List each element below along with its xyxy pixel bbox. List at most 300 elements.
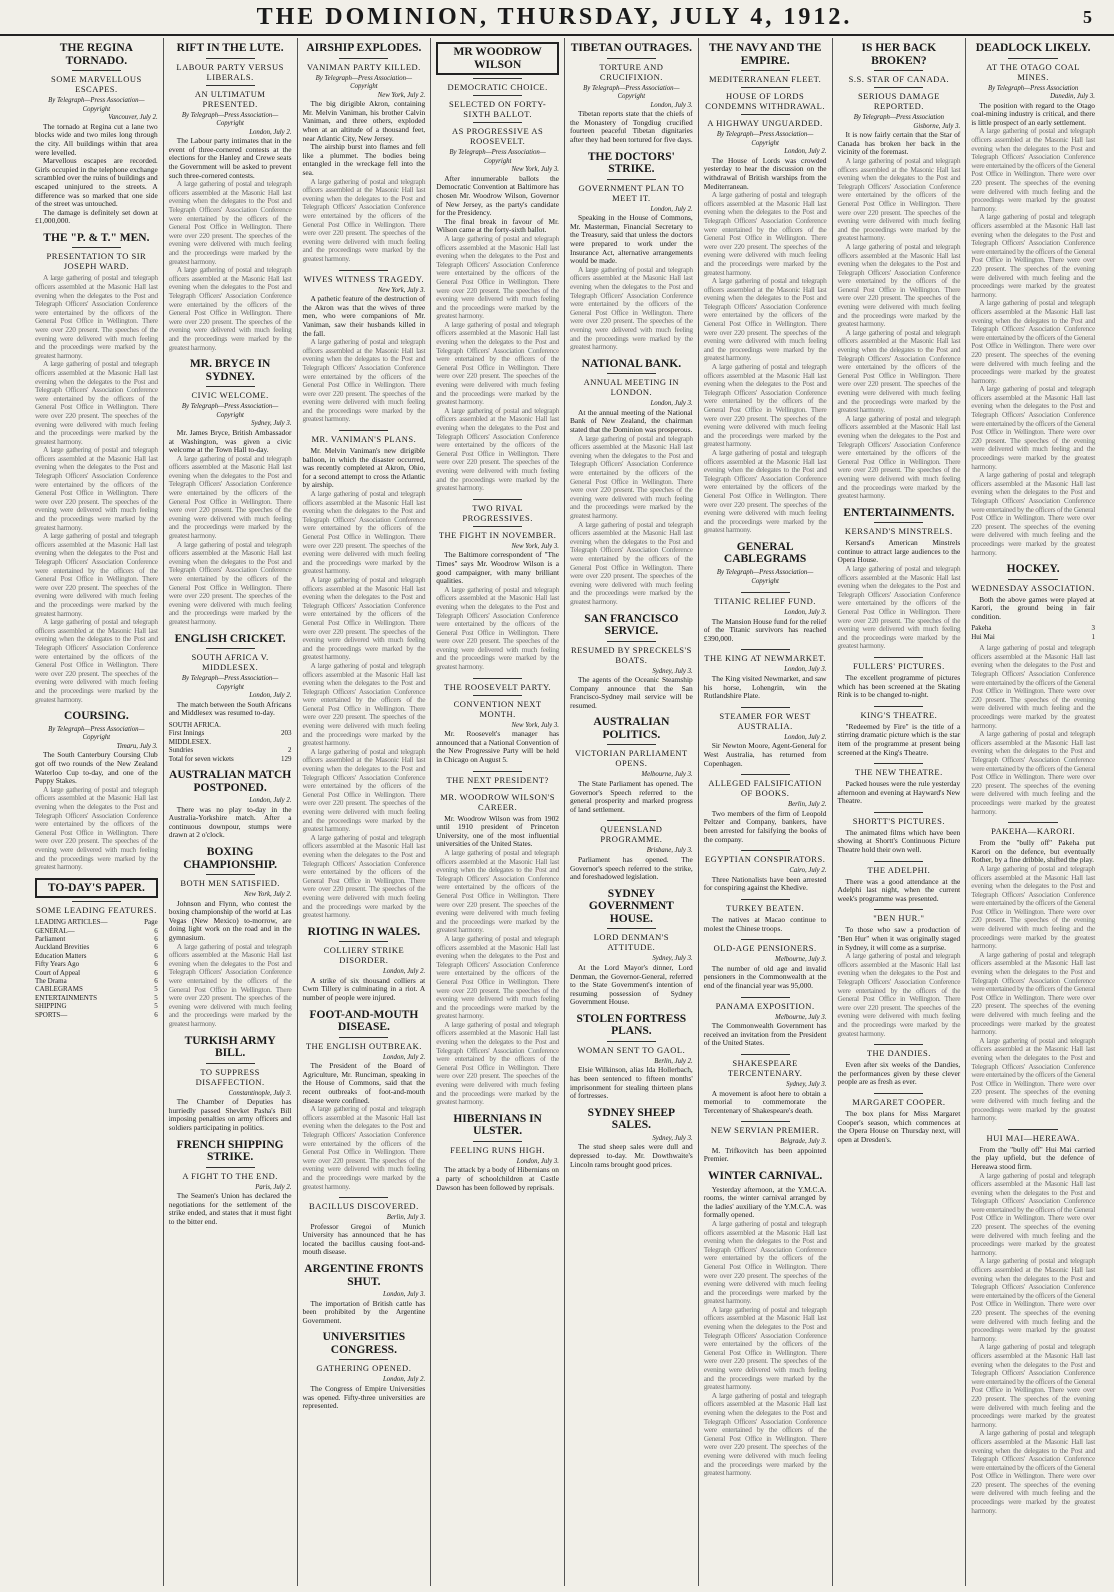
article-subheading: WOMAN SENT TO GAOL. <box>577 1044 686 1055</box>
article-subheading: FULLERS' PICTURES. <box>852 660 945 671</box>
article <box>303 42 426 264</box>
article-paragraph: The agents of the Oceanic Steamship Company announce that the San Francisco-Sydney mail service will be resumed. <box>570 675 693 710</box>
feature-page: 5 <box>154 1002 158 1011</box>
article-body <box>570 780 693 814</box>
article-subheading: MEDITERRANEAN FLEET. <box>708 74 822 84</box>
article-paragraph: Tibetan reports state that the chiefs of the Monastery of Tongdiug crucified fourteen peaceful Tibetan dignitaries after they had been tortured for five days. <box>570 109 693 145</box>
score-table <box>169 721 292 763</box>
article-body <box>303 977 426 1003</box>
divider-rule <box>339 1197 388 1198</box>
article-paragraph: A large gathering of postal and telegraph officers assembled at the Masonic Hall last evening when the delegates to the Post and Telegraph Officers' Association Conference were entertained by the officers of the General Post Office in Wellington. There were over 220 present. The speeches of the evening were delivered with much feeling and the proceedings were marked by the greatest harmony. <box>302 337 426 424</box>
article-paragraph: The tornado at Regina cut a lane two blocks wide and two miles long through the city. All buildings within that area were levelled. <box>35 121 158 157</box>
score-label: SOUTH AFRICA. <box>168 721 221 730</box>
divider-rule <box>741 70 790 71</box>
divider-rule <box>206 58 255 59</box>
divider-rule <box>874 706 923 707</box>
article-dateline: Belgrade, July 3. <box>780 1138 827 1146</box>
article-subheading: LABOUR PARTY VERSUS LIBERALS. <box>176 61 284 82</box>
divider-rule <box>473 122 522 123</box>
article <box>169 769 292 840</box>
article-paragraph: A pathetic feature of the destruction of the Akron was that the wives of three men, who were companions of Mr. Vaniman, saw their husbands killed in the fall. <box>302 294 426 338</box>
article-headline: TIBETAN OUTRAGES. <box>570 42 692 54</box>
article-body <box>704 1090 827 1116</box>
divider-rule <box>473 788 522 789</box>
article-headline: THE "P. & T." MEN. <box>43 231 150 244</box>
article <box>570 820 693 881</box>
feature-row <box>35 943 158 951</box>
article-body <box>570 110 693 144</box>
article-body <box>436 815 559 1107</box>
article-body <box>838 1110 961 1144</box>
article <box>436 42 559 493</box>
article <box>704 1170 827 1478</box>
article-headline: SYDNEY GOVERNMENT HOUSE. <box>588 887 674 925</box>
article-dateline: Brisbane, July 3. <box>646 847 693 855</box>
divider-rule <box>473 95 522 96</box>
article-paragraph: A large gathering of postal and telegraph officers assembled at the Masonic Hall last evening when the delegates to the Post and Telegraph Officers' Association Conference were entertained by the officers of the General Post Office in Wellington. There were over 220 present. The speeches of the evening were delivered with much feeling and the proceedings were marked by the greatest harmony. <box>971 1035 1095 1123</box>
article-byline: By Telegraph—Press Association—Copyright <box>716 568 814 585</box>
feature-row <box>35 985 158 993</box>
article-dateline: London, July 2. <box>784 148 827 156</box>
news-column-6 <box>699 38 833 1586</box>
article <box>436 678 559 765</box>
divider-rule <box>339 58 388 59</box>
feature-row <box>35 1011 158 1019</box>
article-body <box>570 1066 693 1100</box>
score-label: Sundries <box>168 746 194 755</box>
article-paragraph: A strike of six thousand colliers at Cwm Tillery is culminating in a riot. A number of people were injured. <box>302 975 426 1002</box>
article-dateline: Dunedin, July 3. <box>1050 93 1095 101</box>
divider-rule <box>741 649 790 650</box>
divider-rule <box>473 695 522 696</box>
article <box>838 763 961 806</box>
article-subheading: KERSAND'S MINSTRELS. <box>844 526 953 537</box>
article-paragraph: From the "bully off" Pakeha put Karori on the defence, but eventually Rother, by a fine dribble, shifted the play. <box>971 838 1095 865</box>
article-paragraph: A large gathering of postal and telegraph officers assembled at the Masonic Hall last evening when the delegates to the Post and Telegraph Officers' Association Conference were entertained by the officers of the General Post Office in Wellington. There were over 220 present. The speeches of the evening were delivered with much feeling and the proceedings were marked by the greatest harmony. <box>436 405 559 493</box>
article-headline: ENTERTAINMENTS. <box>843 506 955 519</box>
score-value: 2 <box>288 746 292 755</box>
article-subheading: SERIOUS DAMAGE REPORTED. <box>857 91 940 111</box>
article-paragraph: A large gathering of postal and telegraph officers assembled at the Masonic Hall last evening when the delegates to the Post and Telegraph Officers' Association Conference were entertained by the officers of the General Post Office in Wellington. There were over 220 present. The speeches of the evening were delivered with much feeling and the proceedings were marked by the greatest harmony. <box>35 359 158 446</box>
article <box>169 358 292 626</box>
feature-label: GENERAL— <box>35 926 75 935</box>
article-paragraph: A large gathering of postal and telegraph officers assembled at the Masonic Hall last evening when the delegates to the Post and Telegraph Officers' Association Conference were entertained by the officers of the General Post Office in Wellington. There were over 220 present. The speeches of the evening were delivered with much feeling and the proceedings were marked by the greatest harmony. <box>302 574 426 662</box>
article-paragraph: The President of the Board of Agriculture, Mr. Runciman, speaking in the House of Commons, said that the recent outbreaks of foot-and-mouth disease were confined. <box>302 1061 426 1105</box>
article-headline: HOCKEY. <box>1006 563 1060 576</box>
news-column-3 <box>298 38 432 1586</box>
article-subheading: THE FIGHT IN NOVEMBER. <box>438 529 557 540</box>
score-row <box>169 729 292 737</box>
article <box>704 541 827 586</box>
score-value: 203 <box>281 729 292 738</box>
article-body <box>704 916 827 933</box>
article-dateline: London, July 3. <box>784 609 827 617</box>
article-paragraph: A movement is afoot here to obtain a memorial to commemorate the Tercentenary of Shakespeare's death. <box>703 1088 827 1115</box>
article-subheading: A HIGHWAY UNGUARDED. <box>707 118 823 128</box>
article-paragraph: A large gathering of postal and telegraph officers assembled at the Masonic Hall last evening when the delegates to the Post and Telegraph Officers' Association Conference were entertained by the officers of the General Post Office in Wellington. There were over 220 present. The speeches of the evening were delivered with much feeling and the proceedings were marked by the greatest harmony. <box>302 176 426 263</box>
article <box>838 861 961 904</box>
article-paragraph: A large gathering of postal and telegraph officers assembled at the Masonic Hall last evening when the delegates to the Post and Telegraph Officers' Association Conference were entertained by the officers of the General Post Office in Wellington. There were over 220 present. The speeches of the evening were delivered with much feeling and the proceedings were marked by the greatest harmony. <box>436 933 559 1021</box>
article-body <box>169 900 292 1029</box>
article-paragraph: A large gathering of postal and telegraph officers assembled at the Masonic Hall last evening when the delegates to the Post and Telegraph Officers' Association Conference were entertained by the officers of the General Post Office in Wellington. There were over 220 present. The speeches of the evening were delivered with much feeling and the proceedings were marked by the greatest harmony. <box>971 1170 1095 1257</box>
article-paragraph: A large gathering of postal and telegraph officers assembled at the Masonic Hall last evening when the delegates to the Post and Telegraph Officers' Association Conference were entertained by the officers of the General Post Office in Wellington. There were over 220 present. The speeches of the evening were delivered with much feeling and the proceedings were marked by the greatest harmony. <box>436 584 559 672</box>
article-dateline: London, July 2. <box>650 205 693 213</box>
article-dateline: Sydney, July 3. <box>652 1134 693 1142</box>
article <box>971 563 1095 816</box>
article-paragraph: Mr. Roosevelt's manager has announced that a National Convention of the New Progressive Party will be held in Chicago on August 5. <box>436 729 559 765</box>
feature-label: SHIPPING <box>35 1002 67 1011</box>
article-paragraph: A large gathering of postal and telegraph officers assembled at the Masonic Hall last evening when the delegates to the Post and Telegraph Officers' Association Conference were entertained by the officers of the General Post Office in Wellington. There were over 220 present. The speeches of the evening were delivered with much feeling and the proceedings were marked by the greatest harmony. <box>35 531 158 618</box>
feature-row <box>35 927 158 935</box>
score-row <box>169 721 292 729</box>
article-body <box>303 1385 426 1411</box>
news-column-2 <box>164 38 298 1586</box>
article-paragraph: Kersand's American Minstrels continue to attract large audiences to the Opera House. <box>837 538 961 565</box>
article-paragraph: A large gathering of postal and telegraph officers assembled at the Masonic Hall last evening when the delegates to the Post and Telegraph Officers' Association Conference were entertained by the officers of the General Post Office in Wellington. There were over 220 present. The speeches of the evening were delivered with much feeling and the proceedings were marked by the greatest harmony. <box>971 1342 1095 1429</box>
article-paragraph: Speaking in the House of Commons, Mr. Masterman, Financial Secretary to the Treasury, said that unless the doctors were prepared to work under the Insurance Act, alternative arrangements would be made. <box>570 213 693 266</box>
divider-rule <box>206 1063 255 1064</box>
article-paragraph: A large gathering of postal and telegraph officers assembled at the Masonic Hall last evening when the delegates to the Post and Telegraph Officers' Association Conference were entertained by the officers of the General Post Office in Wellington. There were over 220 present. The speeches of the evening were delivered with much feeling and the proceedings were marked by the greatest harmony. <box>302 1104 426 1191</box>
article-paragraph: The position with regard to the Otago coal-mining industry is critical, and there is little prospect of an early settlement. <box>971 100 1095 127</box>
article <box>570 151 693 352</box>
feature-page: 6 <box>154 1010 158 1019</box>
divider-rule <box>607 1041 656 1042</box>
divider-rule <box>874 763 923 764</box>
article-paragraph: Professor Gregoi of Munich University has announced that he has located the bacillus causing foot-and-mouth disease. <box>302 1221 426 1257</box>
article-dateline: New York, July 3. <box>377 286 426 294</box>
article-body <box>971 102 1095 557</box>
article <box>704 649 827 700</box>
article-body <box>436 551 559 671</box>
article-paragraph: Mr. Woodrow Wilson was from 1902 until 1910 president of Princeton University, one of the most influential universities of the United States. <box>436 813 559 849</box>
article <box>704 1121 827 1164</box>
article-body <box>436 175 559 493</box>
score-label: First Innings <box>168 729 205 738</box>
article-paragraph: The excellent programme of pictures which has been screened at the Skating Rink is to be changed to-night. <box>837 672 961 700</box>
article-body <box>570 1143 693 1169</box>
article-body <box>704 1022 827 1048</box>
article-paragraph: A large gathering of postal and telegraph officers assembled at the Masonic Hall last evening when the delegates to the Post and Telegraph Officers' Association Conference were entertained by the officers of the General Post Office in Wellington. There were over 220 present. The speeches of the evening were delivered with much feeling and the proceedings were marked by the greatest harmony. <box>35 784 158 872</box>
page-number: 5 <box>1083 6 1092 27</box>
article-paragraph: A large gathering of postal and telegraph officers assembled at the Masonic Hall last evening when the delegates to the Post and Telegraph Officers' Association Conference were entertained by the officers of the General Post Office in Wellington. There were over 220 present. The speeches of the evening were delivered with much feeling and the proceedings were marked by the greatest harmony. <box>837 951 961 1038</box>
article-subheading: EGYPTIAN CONSPIRATORS. <box>704 854 826 865</box>
article-paragraph: A large gathering of postal and telegraph officers assembled at the Masonic Hall last evening when the delegates to the Post and Telegraph Officers' Association Conference were entertained by the officers of the General Post Office in Wellington. There were over 220 present. The speeches of the evening were delivered with much feeling and the proceedings were marked by the greatest harmony. <box>971 470 1095 557</box>
article-paragraph: The South Canterbury Coursing Club got off two rounds of the New Zealand Waterloo Cup to-day, and one of the Puppy Stakes. <box>35 750 158 786</box>
article-subheading: VICTORIAN PARLIAMENT OPENS. <box>575 748 688 769</box>
divider-rule <box>473 1141 522 1142</box>
article-headline: WINTER CARNIVAL. <box>708 1170 823 1183</box>
article-paragraph: A large gathering of postal and telegraph officers assembled at the Masonic Hall last evening when the delegates to the Post and Telegraph Officers' Association Conference were entertained by the officers of the General Post Office in Wellington. There were over 220 present. The speeches of the evening were delivered with much feeling and the proceedings were marked by the greatest harmony. <box>837 413 961 501</box>
divider-rule <box>741 87 790 88</box>
feature-label: Court of Appeal <box>35 968 81 977</box>
score-value: 129 <box>281 754 292 763</box>
article <box>303 270 426 425</box>
divider-rule <box>607 820 656 821</box>
article-dateline: New York, July 3. <box>511 166 559 174</box>
article-subheading: AT THE OTAGO COAL MINES. <box>986 61 1080 82</box>
article-subheading: THE NEW THEATRE. <box>855 767 943 778</box>
article-headline: NATIONAL BANK. <box>581 357 682 370</box>
divider-rule <box>72 247 121 248</box>
article-paragraph: A large gathering of postal and telegraph officers assembled at the Masonic Hall last evening when the delegates to the Post and Telegraph Officers' Association Conference were entertained by the officers of the General Post Office in Wellington. There were over 220 present. The speeches of the evening were delivered with much feeling and the proceedings were marked by the greatest harmony. <box>971 643 1095 730</box>
article <box>704 774 827 844</box>
score-row <box>971 624 1095 632</box>
article-paragraph: Marvellous escapes are recorded. Girls occupied in the telephone exchange scrambled over the ruins of buildings and escaped uninjured to the streets. A difference was so marked that one side of the street was untouched. <box>35 156 158 209</box>
score-row <box>169 746 292 754</box>
article-dateline: Sydney, July 3. <box>652 955 693 963</box>
article-paragraph: M. Trifkovitch has been appointed Premier. <box>703 1145 827 1164</box>
article-subheading: HOUSE OF LORDS CONDEMNS WITHDRAWAL. <box>705 91 825 111</box>
article-headline: DEADLOCK LIKELY. <box>975 42 1091 54</box>
article-paragraph: A large gathering of postal and telegraph officers assembled at the Masonic Hall last evening when the delegates to the Post and Telegraph Officers' Association Conference were entertained by the officers of the General Post Office in Wellington. There were over 220 present. The speeches of the evening were delivered with much feeling and the proceedings were marked by the greatest harmony. <box>436 319 559 407</box>
divider-rule <box>741 592 790 593</box>
score-value: 1 <box>1091 632 1095 641</box>
article-subheading: ALLEGED FALSIFICATION OF BOOKS. <box>708 778 822 799</box>
divider-rule <box>339 1037 388 1038</box>
article <box>971 42 1095 557</box>
article-paragraph: A large gathering of postal and telegraph officers assembled at the Masonic Hall last evening when the delegates to the Post and Telegraph Officers' Association Conference were entertained by the officers of the General Post Office in Wellington. There were over 220 present. The speeches of the evening were delivered with much feeling and the proceedings were marked by the greatest harmony. <box>168 453 292 541</box>
divider-rule <box>874 522 923 523</box>
article-paragraph: At the annual meeting of the National Bank of New Zealand, the chairman stated that the Dominion was prosperous. <box>570 407 693 435</box>
article-paragraph: A large gathering of postal and telegraph officers assembled at the Masonic Hall last evening when the delegates to the Post and Telegraph Officers' Association Conference were entertained by the officers of the General Post Office in Wellington. There were over 220 present. The speeches of the evening were delivered with much feeling and the proceedings were marked by the greatest harmony. <box>35 617 158 704</box>
article-body <box>436 730 559 764</box>
article-dateline: London, July 2. <box>249 797 292 805</box>
article-body <box>169 1192 292 1226</box>
divider-rule <box>339 941 388 942</box>
article-body <box>303 1223 426 1257</box>
article <box>570 1013 693 1101</box>
article <box>704 939 827 990</box>
article-body <box>35 751 158 871</box>
article-body <box>838 1061 961 1087</box>
article-headline: IS HER BACK BROKEN? <box>861 42 937 67</box>
article-paragraph: Elsie Wilkinson, alias Ida Hollerbach, has been sentenced to fifteen months' imprisonment for stealing thirteen plans of fortresses. <box>570 1065 693 1101</box>
article <box>570 1107 693 1169</box>
score-label: Hui Mai <box>971 632 995 641</box>
feature-page: 6 <box>154 935 158 943</box>
article-subheading: WEDNESDAY ASSOCIATION. <box>971 582 1095 593</box>
article-subheading: PAKEHA—KARORI. <box>991 826 1076 837</box>
article-paragraph: A large gathering of postal and telegraph officers assembled at the Masonic Hall last evening when the delegates to the Post and Telegraph Officers' Association Conference were entertained by the officers of the General Post Office in Wellington. There were over 220 present. The speeches of the evening were delivered with much feeling and the proceedings were marked by the greatest harmony. <box>703 276 827 363</box>
article-subheading: WIVES WITNESS TRAGEDY. <box>303 273 425 284</box>
article-subheading: S.S. STAR OF CANADA. <box>848 74 950 84</box>
article <box>838 706 961 757</box>
article-paragraph: A large gathering of postal and telegraph officers assembled at the Masonic Hall last evening when the delegates to the Post and Telegraph Officers' Association Conference were entertained by the officers of the General Post Office in Wellington. There were over 220 present. The speeches of the evening were delivered with much feeling and the proceedings were marked by the greatest harmony. <box>703 190 827 277</box>
feature-label: SPORTS— <box>35 1010 68 1019</box>
article-dateline: London, July 2. <box>249 128 292 136</box>
feature-page: 6 <box>154 968 158 977</box>
article-headline: THE DOCTORS' STRIKE. <box>587 150 675 176</box>
article <box>704 592 827 643</box>
article <box>35 42 158 226</box>
article-paragraph: Parliament has opened. The Governor's speech referred to the strike, and foreshadowed legislation. <box>570 855 693 882</box>
article-body <box>570 964 693 1007</box>
article-body <box>971 1146 1095 1516</box>
feature-row <box>35 935 158 943</box>
article-body <box>838 539 961 651</box>
divider-rule <box>741 850 790 851</box>
article-dateline: London, July 3. <box>784 666 827 674</box>
feature-row <box>35 952 158 960</box>
article-paragraph: The big dirigible Akron, containing Mr. Melvin Vaniman, his brother Calvin Vaniman, and three others, exploded when at an altitude of a thousand feet, near Atlantic City, New Jersey. <box>302 99 426 143</box>
article-paragraph: From the "bully off" Hui Mai carried the play upfield, but the defence of Hereawa stood firm. <box>971 1144 1095 1171</box>
article-paragraph: The airship burst into flames and fell like a plummet. The bodies being entangled in the wreckage fell into the sea. <box>302 142 426 178</box>
article-body <box>169 137 292 352</box>
article-subheading: KING'S THEATRE. <box>860 709 938 720</box>
article-subheading: AS PROGRESSIVE AS ROOSEVELT. <box>452 126 544 146</box>
article-paragraph: A large gathering of postal and telegraph officers assembled at the Masonic Hall last evening when the delegates to the Post and Telegraph Officers' Association Conference were entertained by the officers of the General Post Office in Wellington. There were over 220 present. The speeches of the evening were delivered with much feeling and the proceedings were marked by the greatest harmony. <box>302 746 426 834</box>
divider-rule <box>206 648 255 649</box>
article-body <box>704 675 827 701</box>
article <box>971 822 1095 1123</box>
article-subheading: THE NEXT PRESIDENT? <box>446 774 549 785</box>
score-row <box>971 633 1095 641</box>
article-dateline: Timaru, July 3. <box>116 742 158 750</box>
article <box>570 716 693 814</box>
article-paragraph: A large gathering of postal and telegraph officers assembled at the Masonic Hall last evening when the delegates to the Post and Telegraph Officers' Association Conference were entertained by the officers of the General Post Office in Wellington. There were over 220 present. The speeches of the evening were delivered with much feeling and the proceedings were marked by the greatest harmony. <box>971 949 1095 1037</box>
feature-label: ENTERTAINMENTS <box>35 993 98 1002</box>
article <box>570 613 693 711</box>
article-paragraph: A large gathering of postal and telegraph officers assembled at the Masonic Hall last evening when the delegates to the Post and Telegraph Officers' Association Conference were entertained by the officers of the General Post Office in Wellington. There were over 220 present. The speeches of the evening were delivered with much feeling and the proceedings were marked by the greatest harmony. <box>971 1428 1095 1515</box>
article-paragraph: A large gathering of postal and telegraph officers assembled at the Masonic Hall last evening when the delegates to the Post and Telegraph Officers' Association Conference were entertained by the officers of the General Post Office in Wellington. There were over 220 present. The speeches of the evening were delivered with much feeling and the proceedings were marked by the greatest harmony. <box>971 384 1095 471</box>
score-row <box>169 738 292 746</box>
article-headline: STOLEN FORTRESS PLANS. <box>576 1012 687 1038</box>
divider-rule <box>607 373 656 374</box>
article-paragraph: A large gathering of postal and telegraph officers assembled at the Masonic Hall last evening when the delegates to the Post and Telegraph Officers' Association Conference were entertained by the officers of the General Post Office in Wellington. There were over 220 present. The speeches of the evening were delivered with much feeling and the proceedings were marked by the greatest harmony. <box>570 264 693 352</box>
article-body <box>570 856 693 882</box>
article-body <box>35 274 158 704</box>
article-paragraph: A large gathering of postal and telegraph officers assembled at the Masonic Hall last evening when the delegates to the Post and Telegraph Officers' Association Conference were entertained by the officers of the General Post Office in Wellington. There were over 220 present. The speeches of the evening were delivered with much feeling and the proceedings were marked by the greatest harmony. <box>971 729 1095 816</box>
article <box>35 232 158 704</box>
divider-rule <box>741 939 790 940</box>
article-subheading: SHORTT'S PICTURES. <box>852 815 945 826</box>
article-subheading: THE ADELPHI. <box>867 864 931 875</box>
divider-rule <box>473 678 522 679</box>
article-paragraph: A large gathering of postal and telegraph officers assembled at the Masonic Hall last evening when the delegates to the Post and Telegraph Officers' Association Conference were entertained by the officers of the General Post Office in Wellington. There were over 220 present. The speeches of the evening were delivered with much feeling and the proceedings were marked by the greatest harmony. <box>703 362 827 449</box>
article <box>570 888 693 1007</box>
article-subheading: SOUTH AFRICA V. MIDDLESEX. <box>191 652 269 673</box>
article-paragraph: A large gathering of postal and telegraph officers assembled at the Masonic Hall last evening when the delegates to the Post and Telegraph Officers' Association Conference were entertained by the officers of the General Post Office in Wellington. There were over 220 present. The speeches of the evening were delivered with much feeling and the proceedings were marked by the greatest harmony. <box>302 832 426 920</box>
article-headline: AUSTRALIAN MATCH POSTPONED. <box>169 769 292 794</box>
article-paragraph: The match between the South Africans and Middlesex was resumed to-day. <box>168 699 292 718</box>
article-paragraph: The damage is definitely set down at £1,000,000. <box>35 207 158 226</box>
article-subheading: CONVENTION NEXT MONTH. <box>453 698 542 719</box>
article-body <box>704 810 827 844</box>
article-paragraph: A large gathering of postal and telegraph officers assembled at the Masonic Hall last evening when the delegates to the Post and Telegraph Officers' Association Conference were entertained by the officers of the General Post Office in Wellington. There were over 220 present. The speeches of the evening were delivered with much feeling and the proceedings were marked by the greatest harmony. <box>837 241 961 329</box>
feature-row <box>35 918 158 926</box>
feature-label: The Drama <box>35 977 67 986</box>
article-subheading: TO SUPPRESS DISAFFECTION. <box>195 1066 265 1087</box>
article-byline: By Telegraph—Press Association <box>987 84 1079 92</box>
article-body <box>303 447 426 920</box>
article-paragraph: A large gathering of postal and telegraph officers assembled at the Masonic Hall last evening when the delegates to the Post and Telegraph Officers' Association Conference were entertained by the officers of the General Post Office in Wellington. There were over 220 present. The speeches of the evening were delivered with much feeling and the proceedings were marked by the greatest harmony. <box>168 179 292 266</box>
article-paragraph: A large gathering of postal and telegraph officers assembled at the Masonic Hall last evening when the delegates to the Post and Telegraph Officers' Association Conference were entertained by the officers of the General Post Office in Wellington. There were over 220 present. The speeches of the evening were delivered with much feeling and the proceedings were marked by the greatest harmony. <box>703 1218 827 1306</box>
article <box>303 1331 426 1410</box>
article-dateline: Cairo, July 2. <box>789 867 827 875</box>
article-paragraph: A large gathering of postal and telegraph officers assembled at the Masonic Hall last evening when the delegates to the Post and Telegraph Officers' Association Conference were entertained by the officers of the General Post Office in Wellington. There were over 220 present. The speeches of the evening were delivered with much feeling and the proceedings were marked by the greatest harmony. <box>168 539 292 626</box>
article-subheading: SOME MARVELLOUS ESCAPES. <box>51 74 142 94</box>
columns-container <box>30 38 1100 1586</box>
article-paragraph: A large gathering of postal and telegraph officers assembled at the Masonic Hall last evening when the delegates to the Post and Telegraph Officers' Association Conference were entertained by the officers of the General Post Office in Wellington. There were over 220 present. The speeches of the evening were delivered with much feeling and the proceedings were marked by the greatest harmony. <box>436 848 559 935</box>
article-headline: TURKISH ARMY BILL. <box>184 1034 276 1060</box>
article <box>704 1054 827 1115</box>
article-subheading: COLLIERY STRIKE DISORDER. <box>323 945 405 966</box>
article-byline: By Telegraph—Press Association—Copyright <box>48 97 145 113</box>
article-subheading: CIVIC WELCOME. <box>191 390 269 401</box>
article-dateline: Vancouver, July 2. <box>108 114 158 122</box>
masthead-title: THE DOMINION, THURSDAY, JULY 4, 1912. <box>256 3 853 30</box>
article-paragraph: A large gathering of postal and telegraph officers assembled at the Masonic Hall last evening when the delegates to the Post and Telegraph Officers' Association Conference were entertained by the officers of the General Post Office in Wellington. There were over 220 present. The speeches of the evening were delivered with much feeling and the proceedings were marked by the greatest harmony. <box>703 1390 827 1478</box>
article-body <box>704 1147 827 1164</box>
article-dateline: New York, July 3. <box>511 542 559 550</box>
article-subheading: THE ROOSEVELT PARTY. <box>444 681 552 692</box>
divider-rule <box>874 70 923 71</box>
divider-rule <box>741 114 790 115</box>
article-paragraph: The Chamber of Deputies has hurriedly passed Shevket Pasha's Bill imposing penalties on army officers and soldiers participating in politics. <box>168 1097 292 1132</box>
article-body <box>704 965 827 991</box>
article <box>838 1044 961 1087</box>
divider-rule <box>339 1359 388 1360</box>
article-headline: SYDNEY SHEEP SALES. <box>587 1106 676 1132</box>
article-subheading: TORTURE AND CRUCIFIXION. <box>599 61 664 82</box>
divider-rule <box>607 928 656 929</box>
article-byline: By Telegraph—Press Association—Copyright <box>181 675 279 691</box>
article-body <box>436 1166 559 1192</box>
article-subheading: PANAMA EXPOSITION. <box>715 1000 815 1011</box>
article-paragraph: To those who saw a production of "Ben Hur" when it was originally staged in Sydney, it will come as a surprise. <box>837 925 961 952</box>
article <box>35 878 158 1019</box>
article-dateline: Melbourne, July 3. <box>641 771 693 779</box>
article-paragraph: The attack by a body of Hibernians on a party of schoolchildren at Castle Dawson has been followed by reprisals. <box>436 1165 559 1192</box>
article <box>169 633 292 764</box>
article-body <box>971 839 1095 1123</box>
article <box>704 42 827 535</box>
article-subheading: TWO RIVAL PROGRESSIVES. <box>462 502 533 523</box>
article-body <box>971 596 1095 816</box>
article <box>570 358 693 607</box>
article <box>570 42 693 145</box>
article-headline: TO-DAY'S PAPER. <box>35 878 158 899</box>
article-paragraph: The natives at Macao continue to molest the Chinese troops. <box>703 914 827 933</box>
article-body <box>570 214 693 352</box>
article-body <box>35 918 158 1019</box>
article-paragraph: A large gathering of postal and telegraph officers assembled at the Masonic Hall last evening when the delegates to the Post and Telegraph Officers' Association Conference were entertained by the officers of the General Post Office in Wellington. There were over 220 present. The speeches of the evening were delivered with much feeling and the proceedings were marked by the greatest harmony. <box>436 233 559 321</box>
article-paragraph: The Congress of Empire Universities was opened. Fifty-three universities are represented. <box>302 1384 426 1411</box>
score-table <box>971 624 1095 641</box>
article-dateline: Constantinople, July 3. <box>228 1089 292 1097</box>
article <box>704 707 827 768</box>
news-column-8 <box>966 38 1100 1586</box>
article-body <box>838 926 961 1038</box>
article-paragraph: A large gathering of postal and telegraph officers assembled at the Masonic Hall last evening when the delegates to the Post and Telegraph Officers' Association Conference were entertained by the officers of the General Post Office in Wellington. There were over 220 present. The speeches of the evening were delivered with much feeling and the proceedings were marked by the greatest harmony. <box>971 1256 1095 1343</box>
article-paragraph: At the Lord Mayor's dinner, Lord Denman, the Governor-General, referred to the State Government's intention of resuming possession of Sydney Government House. <box>570 962 693 1007</box>
article-subheading: STEAMER FOR WEST AUSTRALIA. <box>719 710 811 731</box>
feature-label: Fifty Years Ago <box>35 960 80 969</box>
score-row <box>169 755 292 763</box>
article <box>704 899 827 933</box>
news-column-7 <box>833 38 967 1586</box>
article <box>838 1093 961 1144</box>
article-paragraph: The Seamen's Union has declared the negotiations for the settlement of the strike ended, and states that it must fight to the bitter end. <box>168 1191 292 1226</box>
article-body <box>169 1098 292 1132</box>
article-paragraph: The Commonwealth Government has received an invitation from the President of the United States. <box>703 1021 827 1048</box>
article-paragraph: A large gathering of postal and telegraph officers assembled at the Masonic Hall last evening when the delegates to the Post and Telegraph Officers' Association Conference were entertained by the officers of the General Post Office in Wellington. There were over 220 present. The speeches of the evening were delivered with much feeling and the proceedings were marked by the greatest harmony. <box>971 298 1095 385</box>
feature-page: 6 <box>154 951 158 960</box>
feature-label: CABLEGRAMS <box>35 985 83 994</box>
divider-rule <box>874 87 923 88</box>
article-paragraph: Packed houses were the rule yesterday afternoon and evening at Hayward's New Theatre. <box>837 779 961 806</box>
article-paragraph: Mr. James Bryce, British Ambassador at Washington, was given a civic welcome at the Town Hall to-day. <box>168 427 292 455</box>
